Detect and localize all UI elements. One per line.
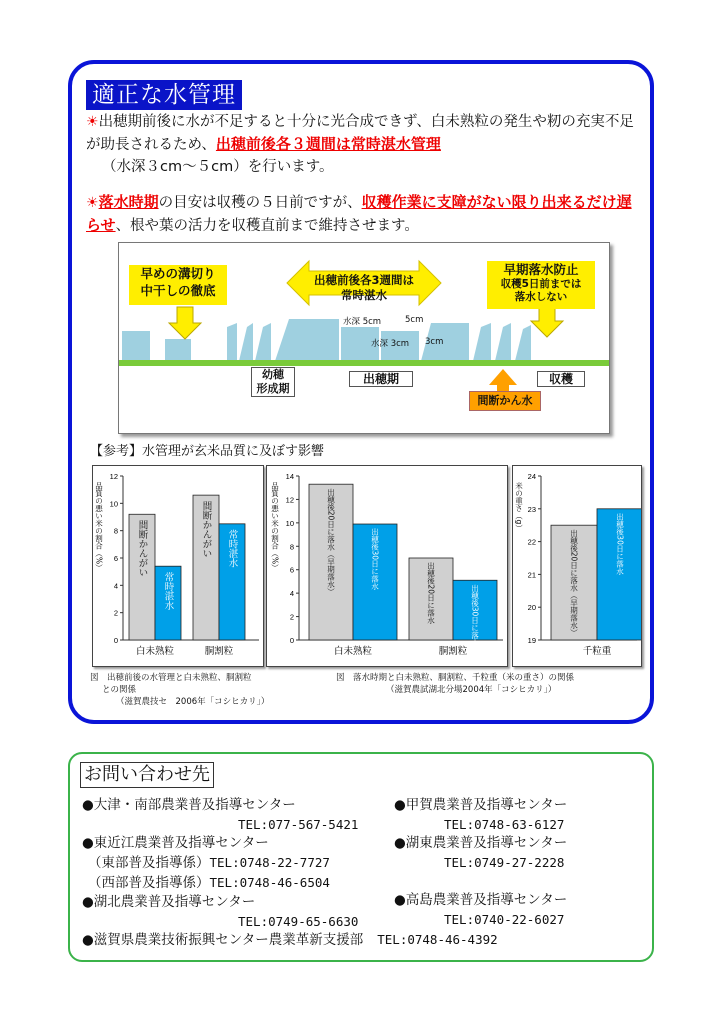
y-tick-label: 2 bbox=[113, 608, 118, 618]
bar-label: 出穂後20日に落水（早期落水） bbox=[569, 529, 579, 637]
water-level-5cm bbox=[275, 319, 339, 361]
para1-text: 出穂期前後に水が不足すると十分に光合成できず、白未熟粒の発生や籾の充実不足が助長されるため、 bbox=[86, 114, 634, 153]
drainage-ditch-box: 早めの溝切り 中干しの徹底 bbox=[129, 265, 227, 305]
sun-icon: ☀ bbox=[86, 195, 99, 211]
y-tick-label: 20 bbox=[527, 603, 536, 613]
office-name: ●甲賀農業普及指導センター bbox=[394, 797, 568, 813]
contact-item-last bbox=[82, 930, 498, 950]
caption-2-source: （滋賀農試湖北分場2004年「コシヒカリ」） bbox=[386, 685, 557, 695]
reference-heading: 【参考】水管理が玄米品質に及ぼす影響 bbox=[90, 444, 325, 459]
bar-label: 間断かんがい bbox=[136, 520, 148, 578]
para1-tail: （水深３cm～５cm）を行います。 bbox=[102, 159, 334, 175]
sun-icon: ☀ bbox=[86, 114, 99, 130]
paragraph-1 bbox=[86, 111, 646, 178]
office-name: ●高島農業普及指導センター bbox=[394, 892, 568, 908]
depth-label: 5cm bbox=[405, 315, 424, 325]
y-tick-label: 12 bbox=[109, 472, 118, 481]
chart-3 bbox=[513, 466, 641, 666]
bar-label: 常時湛水 bbox=[226, 529, 238, 568]
para2-text-2: 、根や葉の活力を収穫直前まで維持させます。 bbox=[115, 218, 419, 234]
depth-label: 水深 3cm bbox=[371, 339, 410, 349]
caption-1 bbox=[90, 672, 269, 708]
y-axis-label: 品質の悪い米の割合（%） bbox=[270, 482, 280, 572]
water-block bbox=[165, 339, 191, 361]
flooding-label: 出穂前後各3週間は 常時湛水 bbox=[313, 273, 414, 302]
caption-2-line1: 図 落水時期と白未熟粒、胴割粒、千粒重（米の重さ）の関係 bbox=[336, 673, 575, 683]
office-name: （西部普及指導係） bbox=[88, 875, 210, 891]
intermittent-irrigation-box: 間断かん水 bbox=[469, 391, 541, 411]
office-tel: TEL:0748-46-6504 bbox=[209, 875, 330, 890]
down-arrow-icon bbox=[169, 307, 201, 339]
bar-label: 常時湛水 bbox=[162, 572, 174, 611]
office-tel: TEL:0749-27-2228 bbox=[444, 855, 565, 870]
y-tick-label: 6 bbox=[289, 565, 294, 575]
bar-label: 出穂後30日に落水 bbox=[615, 512, 625, 575]
office-tel: TEL:0748-22-7727 bbox=[209, 855, 330, 870]
ground-line bbox=[119, 360, 609, 366]
contacts-right bbox=[394, 796, 644, 929]
category-label: 胴割粒 bbox=[204, 646, 234, 657]
contact-item bbox=[82, 796, 392, 815]
early-drain-title: 早期落水防止 bbox=[503, 262, 579, 277]
contact-title: お問い合わせ先 bbox=[80, 762, 214, 788]
contact-item bbox=[82, 893, 392, 912]
y-tick-label: 22 bbox=[527, 537, 536, 547]
bar-label: 間断かんがい bbox=[200, 501, 212, 559]
y-tick-label: 0 bbox=[113, 636, 118, 645]
contact-item bbox=[82, 853, 392, 873]
y-tick-label: 14 bbox=[285, 472, 294, 481]
category-label: 千粒重 bbox=[582, 646, 612, 657]
y-tick-label: 8 bbox=[113, 526, 118, 536]
bar-label: 出穂後30日に落水 bbox=[470, 584, 480, 647]
caption-1-source: （滋賀農技セ 2006年「コシヒカリ」） bbox=[116, 697, 270, 707]
para2-emphasis-1: 落水時期 bbox=[98, 193, 159, 211]
office-tel: TEL:0749-65-6630 bbox=[238, 914, 359, 929]
y-tick-label: 19 bbox=[527, 636, 536, 645]
chart-1 bbox=[93, 466, 263, 666]
chart-3-frame bbox=[512, 465, 642, 667]
contact-item bbox=[82, 834, 392, 853]
caption-1-line2: との関係 bbox=[102, 685, 137, 695]
section-title: 適正な水管理 bbox=[86, 80, 242, 110]
y-tick-label: 24 bbox=[527, 472, 536, 481]
bar-label: 出穂後20日に落水 bbox=[426, 562, 436, 625]
early-drain-prevention-box bbox=[487, 261, 595, 309]
office-name: ●大津・南部農業普及指導センター bbox=[82, 797, 296, 813]
category-label: 白未熟粒 bbox=[333, 646, 373, 657]
office-tel: TEL:0748-46-4392 bbox=[377, 932, 498, 947]
water-management-diagram bbox=[118, 242, 610, 434]
office-tel: TEL:0748-63-6127 bbox=[444, 817, 565, 832]
y-axis-label: 米の重さ（g） bbox=[514, 482, 524, 532]
y-tick-label: 8 bbox=[289, 542, 294, 552]
y-tick-label: 21 bbox=[527, 570, 536, 580]
para2-text-1: の目安は収穫の５日前ですが、 bbox=[158, 195, 362, 211]
caption-2 bbox=[336, 672, 574, 696]
office-name: （東部普及指導係） bbox=[88, 855, 210, 871]
stage-harvest: 収穫 bbox=[537, 371, 585, 387]
y-tick-label: 4 bbox=[113, 581, 118, 591]
office-name: ●東近江農業普及指導センター bbox=[82, 835, 269, 851]
chart-1-frame bbox=[92, 465, 264, 667]
y-tick-label: 10 bbox=[109, 499, 118, 509]
office-tel: TEL:077-567-5421 bbox=[238, 817, 359, 832]
chart-2-frame bbox=[266, 465, 508, 667]
y-tick-label: 4 bbox=[289, 589, 294, 599]
y-axis-label: 品質の悪い米の割合（%） bbox=[94, 482, 104, 572]
early-drain-sub: 収穫5日前までは 落水しない bbox=[500, 278, 582, 303]
y-tick-label: 6 bbox=[113, 554, 118, 563]
up-arrow-icon bbox=[489, 369, 517, 391]
y-tick-label: 10 bbox=[285, 518, 294, 528]
depth-label: 3cm bbox=[425, 337, 444, 347]
y-tick-label: 2 bbox=[289, 612, 294, 622]
bar-label: 出穂後30日に落水 bbox=[370, 528, 380, 591]
stage-heading: 出穂期 bbox=[349, 371, 413, 387]
office-name: ●湖東農業普及指導センター bbox=[394, 835, 568, 851]
office-name: ●湖北農業普及指導センター bbox=[82, 894, 256, 910]
office-tel: TEL:0740-22-6027 bbox=[444, 912, 565, 927]
chart-2 bbox=[267, 466, 507, 666]
depth-label: 水深 5cm bbox=[343, 317, 382, 327]
contact-item bbox=[82, 873, 392, 893]
paragraph-2 bbox=[86, 191, 646, 237]
para2-emphasis-2: 収穫作業に支障がない限り出来るだけ遅らせ bbox=[86, 193, 632, 234]
office-name: ●滋賀県農業技術振興センター農業革新支援部 bbox=[82, 932, 364, 948]
water-block bbox=[122, 331, 150, 361]
stage-panicle-formation: 幼穂 形成期 bbox=[251, 367, 295, 397]
y-tick-label: 12 bbox=[285, 495, 294, 505]
category-label: 胴割粒 bbox=[438, 646, 468, 657]
bar-label: 出穂後20日に落水（早期落水） bbox=[326, 488, 336, 596]
caption-1-line1: 図 出穂前後の水管理と白未熟粒、胴割粒 bbox=[90, 673, 252, 683]
para1-emphasis: 出穂前後各３週間は常時湛水管理 bbox=[215, 135, 441, 153]
contacts-left bbox=[82, 796, 392, 931]
y-tick-label: 0 bbox=[289, 636, 294, 645]
y-tick-label: 23 bbox=[527, 504, 536, 514]
category-label: 白未熟粒 bbox=[135, 646, 175, 657]
